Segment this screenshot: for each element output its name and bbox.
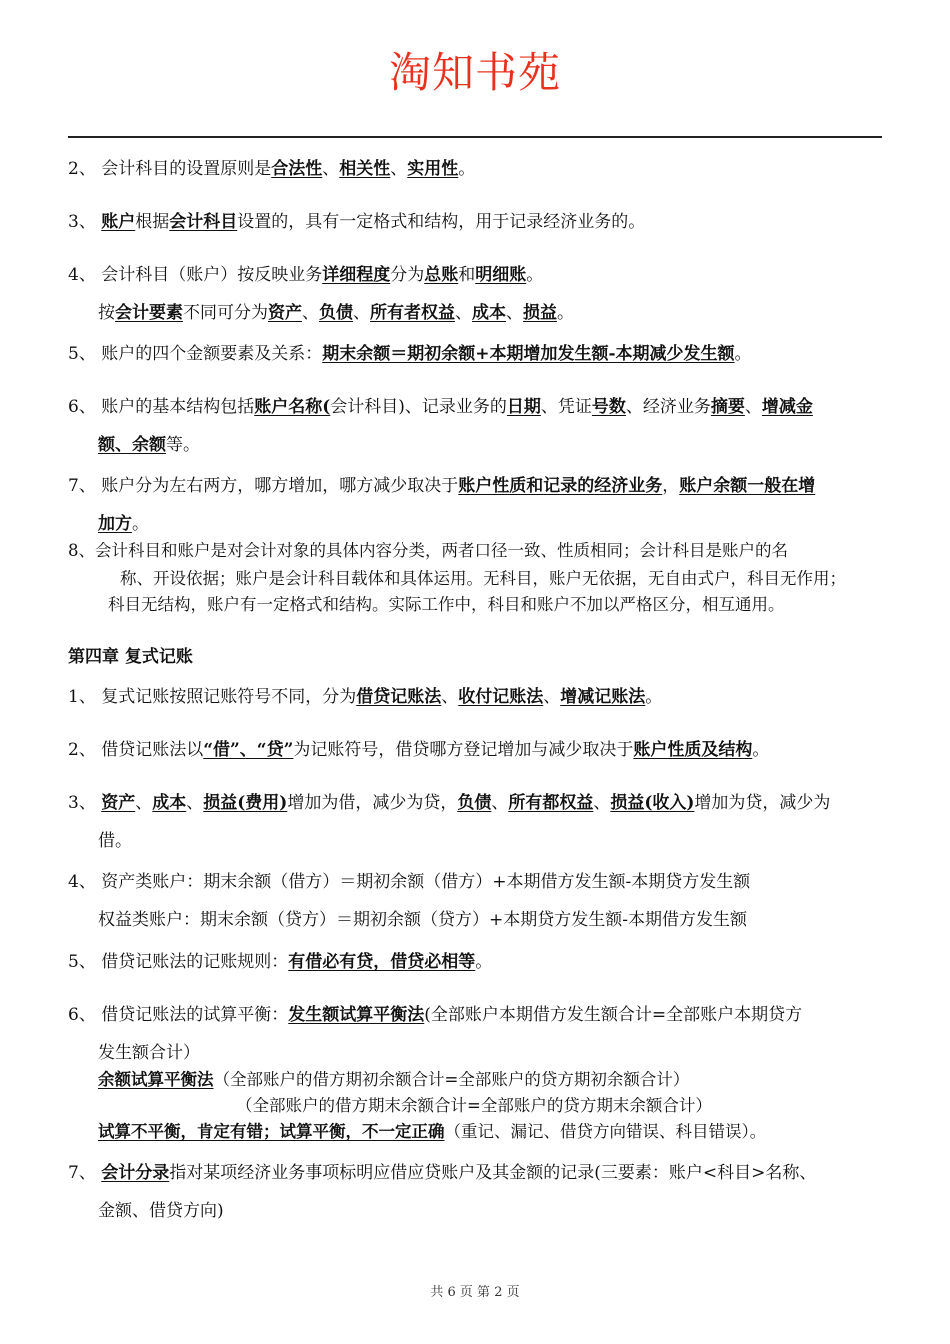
chapter-item-3-cont: 借。 xyxy=(98,831,132,851)
chapter-item-7: 7、 会计分录指对某项经济业务事项标明应借应贷账户及其金额的记录(三要素：账户<科目>名称、 xyxy=(68,1163,817,1183)
chapter-item-7-cont: 金额、借贷方向) xyxy=(98,1201,224,1221)
chapter-item-4-cont: 权益类账户：期末余额（贷方）＝期初余额（贷方）+本期贷方发生额-本期借方发生额 xyxy=(98,910,747,930)
item-4-elements: 按会计要素不同可分为资产、负债、所有者权益、成本、损益。 xyxy=(98,303,574,323)
chapter-item-3: 3、 资产、成本、损益(费用)增加为借，减少为贷，负债、所有都权益、损益(收入)增加为贷，减少为 xyxy=(68,793,831,813)
item-5: 5、 账户的四个金额要素及关系：期末余额＝期初余额+本期增加发生额-本期减少发生额。 xyxy=(68,344,752,364)
item-8-line3: 科目无结构，账户有一定格式和结构。实际工作中，科目和账户不加以严格区分，相互通用。 xyxy=(108,595,785,614)
chapter-item-6-balance-end: （全部账户的借方期末余额合计=全部账户的贷方期末余额合计） xyxy=(236,1096,712,1115)
chapter-item-6-cont: 发生额合计） xyxy=(98,1043,200,1063)
item-3: 3、 账户根据会计科目设置的，具有一定格式和结构，用于记录经济业务的。 xyxy=(68,212,646,232)
page-header-title: 淘知书苑 xyxy=(388,48,561,97)
item-7: 7、 账户分为左右两方，哪方增加，哪方减少取决于账户性质和记录的经济业务，账户余额一般在增 xyxy=(68,476,816,496)
chapter-item-6-balance: 余额试算平衡法（全部账户的借方期初余额合计=全部账户的贷方期初余额合计） xyxy=(98,1070,690,1089)
item-7-cont: 加方。 xyxy=(98,514,149,534)
item-6: 6、 账户的基本结构包括账户名称(会计科目)、记录业务的日期、凭证号数、经济业务摘要、增减金 xyxy=(68,397,813,417)
chapter-item-4: 4、 资产类账户：期末余额（借方）＝期初余额（借方）+本期借方发生额-本期贷方发生额 xyxy=(68,872,751,892)
page-footer: 共 6 页 第 2 页 xyxy=(430,1285,520,1300)
item-8-line2: 称、开设依据；账户是会计科目载体和具体运用。无科目，账户无依据，无自由式户，科目无作用； xyxy=(120,569,846,588)
chapter-item-5: 5、 借贷记账法的记账规则：有借必有贷，借贷必相等。 xyxy=(68,952,493,972)
chapter-item-6-note: 试算不平衡，肯定有错；试算平衡，不一定正确（重记、漏记、借贷方向错误、科目错误）。 xyxy=(98,1122,767,1141)
item-4: 4、 会计科目（账户）按反映业务详细程度分为总账和明细账。 xyxy=(68,265,544,285)
item-2: 2、 会计科目的设置原则是合法性、相关性、实用性。 xyxy=(68,159,476,179)
chapter-heading: 第四章 复式记账 xyxy=(68,647,193,667)
chapter-item-6: 6、 借贷记账法的试算平衡：发生额试算平衡法(全部账户本期借方发生额合计=全部账户本期贷方 xyxy=(68,1005,803,1025)
item-8-line1: 8、会计科目和账户是对会计对象的具体内容分类，两者口径一致、性质相同；会计科目是账户的名 xyxy=(68,541,788,560)
chapter-item-1: 1、 复式记账按照记账符号不同，分为借贷记账法、收付记账法、增减记账法。 xyxy=(68,687,663,707)
chapter-item-2: 2、 借贷记账法以“借”、“贷”为记账符号，借贷哪方登记增加与减少取决于账户性质及结构。 xyxy=(68,740,770,760)
header-divider xyxy=(68,136,882,138)
item-6-cont: 额、余额等。 xyxy=(98,435,200,455)
